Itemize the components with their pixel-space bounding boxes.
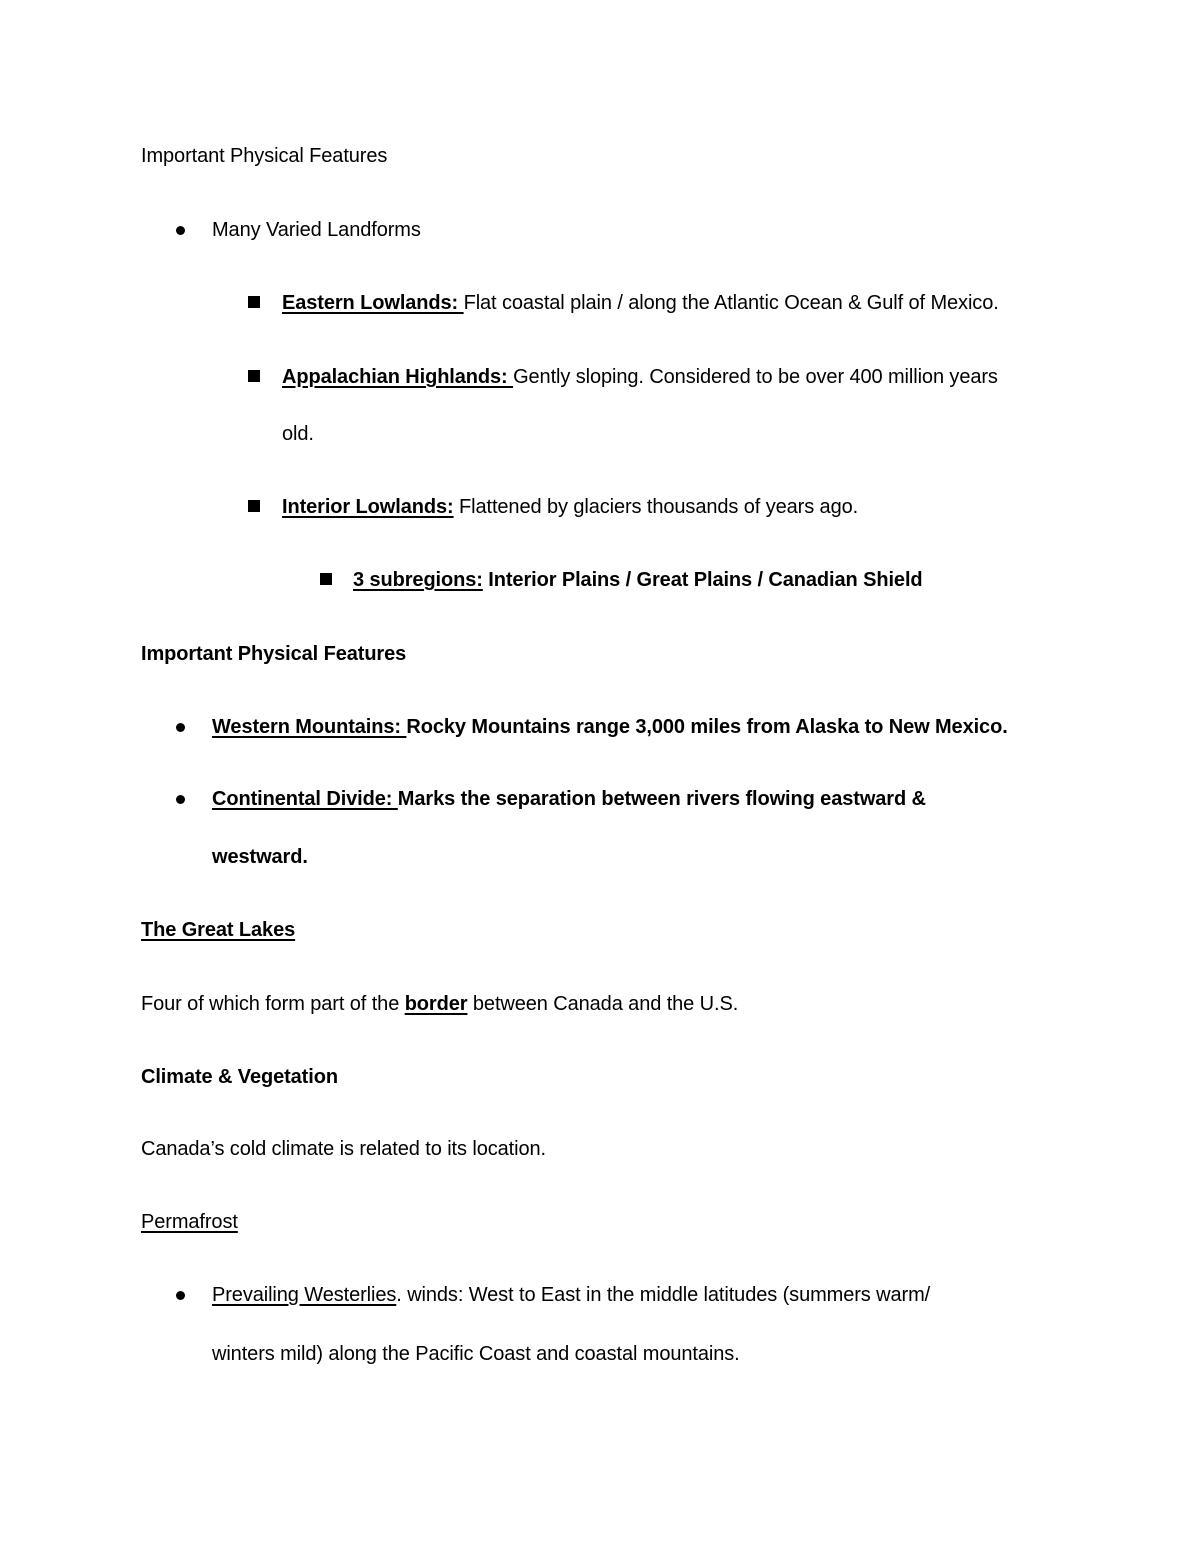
term-label: Continental Divide:	[212, 788, 398, 810]
square-bullet-icon	[320, 573, 332, 585]
paragraph	[141, 992, 738, 1016]
square-bullet-icon	[248, 500, 260, 512]
paragraph-text: between Canada and the U.S.	[467, 993, 739, 1015]
term-label: Appalachian Highlands:	[282, 366, 514, 388]
square-bullet-icon	[248, 296, 260, 308]
section-heading	[141, 918, 295, 942]
list-item	[212, 715, 1008, 739]
border-term: border	[404, 993, 468, 1015]
term-description: Flattened by glaciers thousands of years ago.	[453, 496, 859, 518]
heading-text: Climate & Vegetation	[141, 1066, 338, 1088]
list-item-continuation	[282, 422, 314, 446]
list-item	[212, 1283, 930, 1307]
list-item-continuation	[212, 1342, 740, 1366]
bullet-icon	[176, 723, 185, 732]
term-description: Rocky Mountains range 3,000 miles from Alaska to New Mexico.	[406, 716, 1008, 738]
square-bullet-icon	[248, 370, 260, 382]
section-heading	[141, 1065, 338, 1089]
term-description-cont: winters mild) along the Pacific Coast and coastal mountains.	[212, 1343, 740, 1365]
section-heading	[141, 144, 387, 168]
list-item	[212, 218, 421, 242]
heading-text: Important Physical Features	[141, 643, 407, 665]
term-label: Prevailing Westerlies	[212, 1284, 397, 1306]
term-description: . winds: West to East in the middle latitudes (summers warm/	[396, 1284, 931, 1306]
paragraph	[141, 1137, 546, 1161]
heading-text: Important Physical Features	[141, 145, 388, 167]
list-item	[353, 568, 923, 592]
list-item-text: Many Varied Landforms	[212, 219, 421, 241]
term-description-cont: old.	[282, 423, 314, 445]
term-label: Interior Lowlands:	[282, 496, 454, 518]
bullet-icon	[176, 1291, 185, 1300]
section-heading	[141, 642, 406, 666]
list-item	[282, 291, 999, 315]
term-description: Interior Plains / Great Plains / Canadian Shield	[482, 569, 923, 591]
section-heading	[141, 1210, 238, 1234]
term-label: Eastern Lowlands:	[282, 292, 464, 314]
heading-text: Permafrost	[141, 1211, 238, 1233]
paragraph-text: Canada’s cold climate is related to its location.	[141, 1138, 546, 1160]
heading-text: The Great Lakes	[141, 919, 296, 941]
term-description: Marks the separation between rivers flowing eastward &	[397, 788, 926, 810]
list-item-continuation	[212, 845, 308, 869]
term-description: Flat coastal plain / along the Atlantic Ocean & Gulf of Mexico.	[463, 292, 999, 314]
bullet-icon	[176, 226, 185, 235]
list-item	[212, 787, 926, 811]
term-label: 3 subregions:	[353, 569, 483, 591]
list-item	[282, 365, 998, 389]
term-label: Western Mountains:	[212, 716, 407, 738]
bullet-icon	[176, 795, 185, 804]
term-description-cont: westward.	[212, 846, 308, 868]
term-description: Gently sloping. Considered to be over 400 million years	[513, 366, 998, 388]
list-item	[282, 495, 858, 519]
paragraph-text: Four of which form part of the	[141, 993, 405, 1015]
